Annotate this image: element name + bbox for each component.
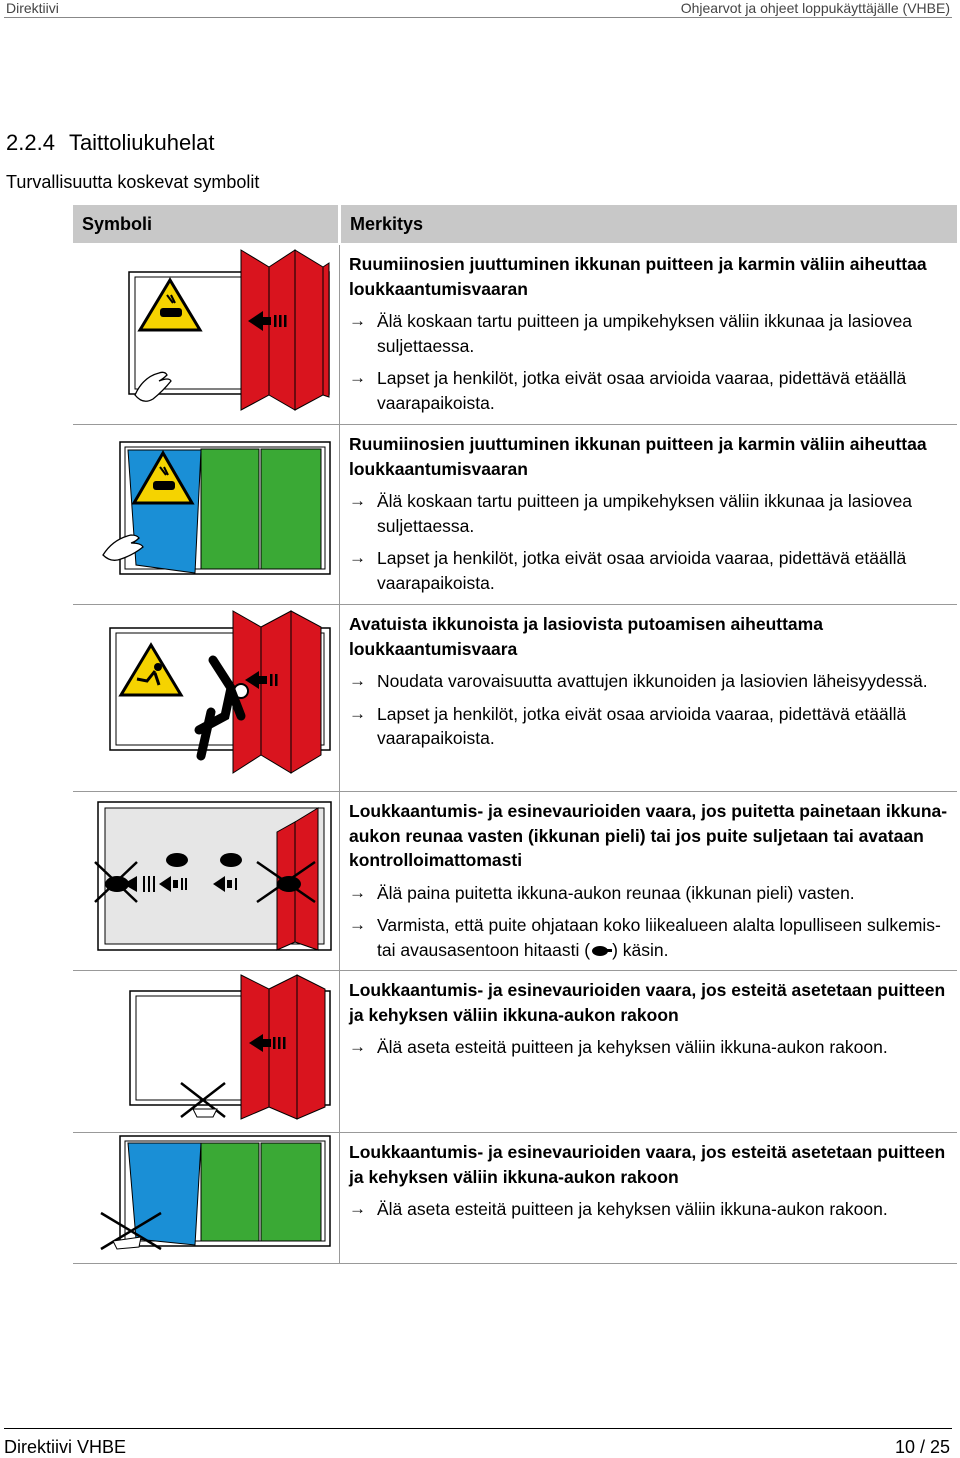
table-row (73, 1133, 957, 1264)
arrow-right-icon: → (349, 548, 366, 567)
table-row (73, 605, 957, 792)
list-item (349, 881, 951, 906)
list-item (349, 913, 951, 962)
symbol-cell (73, 792, 340, 971)
meaning-cell (340, 971, 958, 1133)
arrow-right-icon: → (349, 671, 366, 690)
header-left: Direktiivi (6, 0, 59, 16)
arrow-right-icon: → (349, 368, 366, 387)
list-item (349, 1197, 951, 1222)
table-row (73, 244, 957, 425)
table-header-row (73, 205, 957, 244)
figure-sash-speed (73, 792, 338, 962)
list-item (349, 669, 951, 694)
figure-blue-green-sash-hand (73, 425, 338, 597)
footer-left: Direktiivi VHBE (4, 1437, 127, 1457)
arrow-right-icon: → (349, 703, 366, 723)
symbol-cell (73, 605, 340, 792)
col-header-meaning: Merkitys (340, 205, 958, 244)
list-item (349, 702, 951, 751)
arrow-right-icon: → (349, 882, 366, 902)
table-row (73, 792, 957, 971)
header-right: Ohjearvot ja ohjeet loppukäyttäjälle (VHBE) (680, 0, 950, 16)
meaning-cell (340, 605, 958, 792)
bullet-text: Älä paina puitetta ikkuna-aukon reunaa (ikkunan pieli) vasten. (377, 882, 855, 903)
footer-divider (4, 1428, 952, 1429)
col-header-symbol: Symboli (73, 205, 340, 244)
list-item (349, 1035, 951, 1060)
symbol-cell (73, 244, 340, 425)
list-item (349, 489, 951, 538)
symbol-cell (73, 425, 340, 605)
arrow-right-icon: → (349, 915, 366, 934)
arrow-right-icon: → (349, 311, 366, 330)
figure-red-sash-obstacle (73, 971, 338, 1125)
header-divider (4, 17, 952, 18)
meaning-cell (340, 1133, 958, 1264)
subtitle: Turvallisuutta koskevat symbolit (6, 172, 260, 192)
meaning-title: Loukkaantumis- ja esinevaurioiden vaara, jos puitetta painetaan ikkuna-aukon reunaa vasten (ikkunan pieli) tai jos puite suljetaan tai avataan kontrolloimattomasti (349, 801, 948, 870)
meaning-title: Loukkaantumis- ja esinevaurioiden vaara, jos esteitä asetetaan puitteen ja kehyksen väliin ikkuna-aukon rakoon (349, 980, 946, 1025)
bullet-text: Lapset ja henkilöt, jotka eivät osaa arvioida vaaraa, pidettävä etäällä vaarapaikoista. (377, 368, 907, 413)
bullet-text: Älä aseta esteitä puitteen ja kehyksen väliin ikkuna-aukon rakoon. (377, 1199, 888, 1219)
meaning-title: Loukkaantumis- ja esinevaurioiden vaara, jos esteitä asetetaan puitteen ja kehyksen väliin ikkuna-aukon rakoon (349, 1142, 946, 1187)
turtle-icon (590, 944, 612, 958)
bullet-text: Älä koskaan tartu puitteen ja umpikehyksen väliin ikkunaa ja lasiovea suljettaessa. (377, 491, 913, 536)
bullet-text: Lapset ja henkilöt, jotka eivät osaa arvioida vaaraa, pidettävä etäällä vaarapaikoista. (377, 703, 907, 748)
bullet-text: Älä aseta esteitä puitteen ja kehyksen väliin ikkuna-aukon rakoon. (377, 1037, 888, 1057)
section-number: 2.2.4 (6, 130, 55, 155)
section-heading (6, 130, 214, 156)
bullet-text-pre: Varmista, että puite ohjataan koko liikealueen alalta lopulliseen sulkemis- tai avausasentoon hitaasti ( (377, 915, 941, 960)
meaning-cell (340, 425, 958, 605)
section-title: Taittoliukuhelat (68, 130, 215, 155)
bullet-text: Noudata varovaisuutta avattujen ikkunoiden ja lasiovien läheisyydessä. (377, 671, 928, 691)
symbols-table (73, 205, 957, 1264)
symbol-cell (73, 971, 340, 1133)
figure-red-sash-hand (73, 245, 338, 417)
table-row (73, 425, 957, 605)
arrow-right-icon: → (349, 491, 366, 510)
list-item (349, 366, 951, 415)
page-number: 10 / 25 (894, 1437, 950, 1457)
meaning-cell (340, 792, 958, 971)
bullet-text-post: ) käsin. (612, 939, 669, 960)
meaning-title: Ruumiinosien juuttuminen ikkunan puitteen ja karmin väliin aiheuttaa loukkaantumisvaaran (349, 254, 927, 299)
list-item (349, 309, 951, 358)
bullet-text (377, 913, 951, 962)
arrow-right-icon: → (349, 1199, 366, 1218)
list-item (349, 546, 951, 595)
figure-red-sash-fall (73, 605, 338, 784)
figure-blue-green-obstacle (73, 1133, 338, 1256)
symbol-cell (73, 1133, 340, 1264)
meaning-title: Ruumiinosien juuttuminen ikkunan puitteen ja karmin väliin aiheuttaa loukkaantumisvaaran (349, 434, 927, 479)
bullet-text: Lapset ja henkilöt, jotka eivät osaa arvioida vaaraa, pidettävä etäällä vaarapaikoista. (377, 548, 907, 593)
meaning-title: Avatuista ikkunoista ja lasiovista putoamisen aiheuttama loukkaantumisvaara (349, 614, 823, 659)
table-row (73, 971, 957, 1133)
arrow-right-icon: → (349, 1037, 366, 1056)
meaning-cell (340, 244, 958, 425)
bullet-text: Älä koskaan tartu puitteen ja umpikehyksen väliin ikkunaa ja lasiovea suljettaessa. (377, 311, 913, 356)
